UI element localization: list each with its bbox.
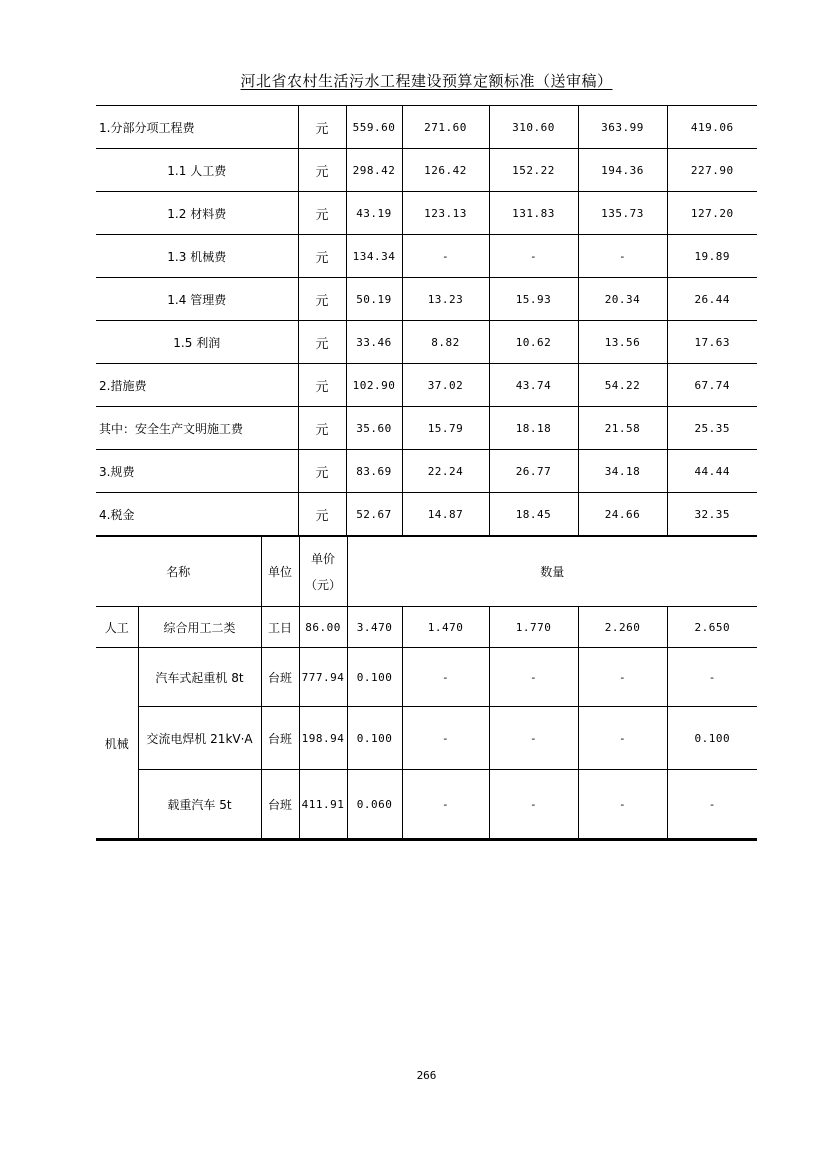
quantity-cell: - (402, 707, 489, 770)
value-cell: 13.56 (578, 321, 667, 364)
row-label: 2.措施费 (96, 364, 298, 407)
table-row (96, 106, 757, 149)
table-row (96, 278, 757, 321)
page-title-text: 河北省农村生活污水工程建设预算定额标准（送审稿） (240, 72, 613, 90)
value-cell: - (578, 235, 667, 278)
row-label: 4.税金 (96, 493, 298, 536)
value-cell: 126.42 (402, 149, 489, 192)
value-cell: 17.63 (667, 321, 757, 364)
category-cell: 人工 (96, 607, 138, 648)
row-label: 1.4 管理费 (96, 278, 298, 321)
value-cell: 26.77 (489, 450, 578, 493)
value-cell: 21.58 (578, 407, 667, 450)
quantity-cell: - (578, 707, 667, 770)
price-cell: 777.94 (299, 648, 347, 707)
cost-summary-table (96, 105, 757, 536)
unit-cell: 元 (298, 235, 346, 278)
table-row (96, 235, 757, 278)
resource-detail-table (96, 536, 757, 841)
price-cell: 411.91 (299, 770, 347, 840)
unit-cell: 台班 (261, 707, 299, 770)
table-row (96, 192, 757, 235)
quantity-cell: - (489, 707, 578, 770)
value-cell: - (402, 235, 489, 278)
quantity-cell: 0.060 (347, 770, 402, 840)
value-cell: 24.66 (578, 493, 667, 536)
unit-cell: 元 (298, 450, 346, 493)
page-title (96, 70, 757, 91)
value-cell: 123.13 (402, 192, 489, 235)
name-cell: 载重汽车 5t (138, 770, 261, 840)
quantity-cell: 0.100 (667, 707, 757, 770)
unit-cell: 元 (298, 321, 346, 364)
value-cell: 298.42 (346, 149, 402, 192)
value-cell: 67.74 (667, 364, 757, 407)
value-cell: 19.89 (667, 235, 757, 278)
value-cell: 419.06 (667, 106, 757, 149)
row-label: 1.3 机械费 (96, 235, 298, 278)
quantity-cell: - (667, 770, 757, 840)
name-cell: 交流电焊机 21kV·A (138, 707, 261, 770)
row-label: 1.1 人工费 (96, 149, 298, 192)
page-number: 266 (416, 1069, 437, 1082)
table-row (96, 770, 757, 840)
unit-cell: 元 (298, 493, 346, 536)
table-row (96, 149, 757, 192)
unit-cell: 元 (298, 364, 346, 407)
table-row (96, 321, 757, 364)
value-cell: 52.67 (346, 493, 402, 536)
tables-area (96, 105, 757, 841)
row-label: 3.规费 (96, 450, 298, 493)
quantity-cell: - (489, 770, 578, 840)
value-cell: 22.24 (402, 450, 489, 493)
quantity-cell: 0.100 (347, 707, 402, 770)
value-cell: 559.60 (346, 106, 402, 149)
table-row (96, 648, 757, 707)
value-cell: 13.23 (402, 278, 489, 321)
price-header (299, 537, 347, 607)
value-cell: 34.18 (578, 450, 667, 493)
quantity-cell: - (489, 648, 578, 707)
row-label: 1.5 利润 (96, 321, 298, 364)
quantity-cell: 0.100 (347, 648, 402, 707)
table-row (96, 707, 757, 770)
quantity-cell: 1.770 (489, 607, 578, 648)
row-label: 其中：安全生产文明施工费 (96, 407, 298, 450)
quantity-cell: - (578, 770, 667, 840)
value-cell: 271.60 (402, 106, 489, 149)
value-cell: 32.35 (667, 493, 757, 536)
name-cell: 汽车式起重机 8t (138, 648, 261, 707)
row-label: 1.分部分项工程费 (96, 106, 298, 149)
value-cell: 20.34 (578, 278, 667, 321)
unit-header: 单位 (261, 537, 299, 607)
quantity-cell: - (578, 648, 667, 707)
value-cell: 35.60 (346, 407, 402, 450)
value-cell: 194.36 (578, 149, 667, 192)
value-cell: 15.79 (402, 407, 489, 450)
quantity-cell: - (402, 648, 489, 707)
price-cell: 198.94 (299, 707, 347, 770)
quantity-cell: 2.650 (667, 607, 757, 648)
value-cell: 50.19 (346, 278, 402, 321)
value-cell: 83.69 (346, 450, 402, 493)
unit-cell: 元 (298, 106, 346, 149)
value-cell: 14.87 (402, 493, 489, 536)
value-cell: 127.20 (667, 192, 757, 235)
value-cell: 310.60 (489, 106, 578, 149)
value-cell: - (489, 235, 578, 278)
table-row (96, 407, 757, 450)
value-cell: 135.73 (578, 192, 667, 235)
value-cell: 102.90 (346, 364, 402, 407)
table-row (96, 493, 757, 536)
detail-header-row (96, 537, 757, 607)
price-header-line1: 单价 (311, 551, 336, 566)
value-cell: 54.22 (578, 364, 667, 407)
value-cell: 8.82 (402, 321, 489, 364)
unit-cell: 元 (298, 149, 346, 192)
unit-cell: 元 (298, 278, 346, 321)
name-header: 名称 (96, 537, 261, 607)
table-row (96, 607, 757, 648)
value-cell: 26.44 (667, 278, 757, 321)
quantity-cell: 3.470 (347, 607, 402, 648)
value-cell: 10.62 (489, 321, 578, 364)
value-cell: 134.34 (346, 235, 402, 278)
row-label: 1.2 材料费 (96, 192, 298, 235)
table-row (96, 364, 757, 407)
value-cell: 25.35 (667, 407, 757, 450)
quantity-cell: 2.260 (578, 607, 667, 648)
value-cell: 15.93 (489, 278, 578, 321)
value-cell: 18.18 (489, 407, 578, 450)
unit-cell: 元 (298, 192, 346, 235)
quantity-header: 数量 (347, 537, 757, 607)
value-cell: 131.83 (489, 192, 578, 235)
value-cell: 227.90 (667, 149, 757, 192)
unit-cell: 元 (298, 407, 346, 450)
value-cell: 43.19 (346, 192, 402, 235)
value-cell: 44.44 (667, 450, 757, 493)
category-cell: 机械 (96, 648, 138, 840)
value-cell: 18.45 (489, 493, 578, 536)
unit-cell: 工日 (261, 607, 299, 648)
value-cell: 37.02 (402, 364, 489, 407)
unit-cell: 台班 (261, 648, 299, 707)
price-header-line2: （元） (305, 577, 342, 592)
value-cell: 152.22 (489, 149, 578, 192)
value-cell: 363.99 (578, 106, 667, 149)
name-cell: 综合用工二类 (138, 607, 261, 648)
unit-cell: 台班 (261, 770, 299, 840)
quantity-cell: - (402, 770, 489, 840)
value-cell: 43.74 (489, 364, 578, 407)
table-row (96, 450, 757, 493)
price-cell: 86.00 (299, 607, 347, 648)
quantity-cell: - (667, 648, 757, 707)
quantity-cell: 1.470 (402, 607, 489, 648)
value-cell: 33.46 (346, 321, 402, 364)
